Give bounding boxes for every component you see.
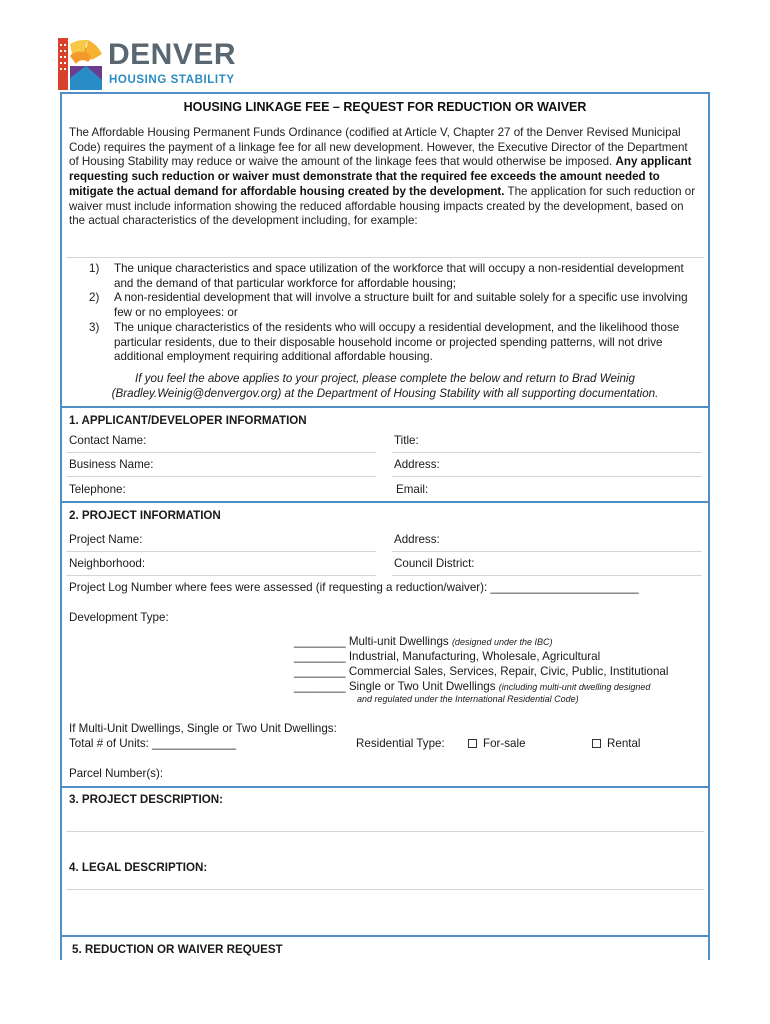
section-divider: [62, 501, 708, 503]
form-title: HOUSING LINKAGE FEE – REQUEST FOR REDUCTION OR WAIVER: [183, 100, 587, 114]
title-field[interactable]: [392, 452, 702, 453]
if-multi-unit-label: If Multi-Unit Dwellings, Single or Two Unit Dwellings:: [69, 722, 337, 735]
closing-line-2: (Bradley.Weinig@denvergov.org) at the Department of Housing Stability with all supporting documentation.: [111, 387, 659, 400]
list-item-number: 1): [89, 262, 100, 275]
for-sale-option[interactable]: [468, 737, 526, 750]
email-label: Email:: [396, 483, 429, 496]
dev-type-label: Commercial Sales, Services, Repair, Civic, Public, Institutional: [348, 665, 669, 678]
list-item: [69, 262, 704, 291]
section-divider: [62, 406, 708, 408]
section-5-heading: 5. REDUCTION OR WAIVER REQUEST: [72, 943, 283, 956]
project-log-number-label[interactable]: Project Log Number where fees were assessed (if requesting a reduction/waiver): _______________________: [69, 581, 639, 594]
total-units-label[interactable]: Total # of Units: _____________: [69, 737, 236, 750]
section-3-heading: 3. PROJECT DESCRIPTION:: [69, 793, 223, 806]
rental-label: Rental: [607, 737, 641, 750]
rental-checkbox[interactable]: [592, 739, 601, 748]
dev-type-label: Multi-unit Dwellings: [348, 635, 449, 648]
neighborhood-label: Neighborhood:: [69, 557, 146, 570]
project-address-field[interactable]: [392, 551, 702, 552]
section-divider: [62, 786, 708, 788]
closing-instructions: [62, 371, 708, 401]
list-item: [69, 291, 704, 320]
section-divider: [62, 935, 708, 937]
rental-option[interactable]: [592, 737, 641, 750]
dev-type-note: (including multi-unit dwelling designed: [498, 682, 651, 692]
dev-type-note-continued: and regulated under the International Residential Code): [357, 694, 579, 704]
divider: [66, 257, 704, 258]
project-name-label: Project Name:: [69, 533, 143, 546]
address-label: Address:: [394, 458, 440, 471]
denver-logo-mark-icon: [58, 36, 104, 92]
council-district-label: Council District:: [394, 557, 475, 570]
intro-bold-text: Any applicant requesting such reduction or waiver must demonstrate that the required fee exceeds the amount needed to mitigate the actual demand for affordable housing created by the development.: [69, 155, 692, 198]
dev-type-single-two-unit[interactable]: [294, 680, 650, 693]
list-item-number: 2): [89, 291, 100, 305]
for-sale-label: For-sale: [483, 737, 526, 750]
council-district-field[interactable]: [392, 575, 702, 576]
dev-type-blank[interactable]: ________: [294, 680, 346, 693]
title-label: Title:: [394, 434, 419, 447]
intro-tail-text: The application for such reduction or waiver must include information showing the reduced affordable housing impacts created by the development, based on the actual characteristics of the development including, for example:: [69, 184, 696, 228]
business-name-label: Business Name:: [69, 458, 154, 471]
section-4-heading: 4. LEGAL DESCRIPTION:: [69, 861, 208, 874]
for-sale-checkbox[interactable]: [468, 739, 477, 748]
dev-type-multi-unit[interactable]: [294, 635, 553, 648]
address-field[interactable]: [392, 476, 702, 477]
request-form: [60, 92, 710, 960]
contact-name-field[interactable]: [66, 452, 376, 453]
telephone-label: Telephone:: [69, 483, 126, 496]
list-item-text: The unique characteristics and space utilization of the workforce that will occupy a non-residential development and the demand of that particular workforce for affordable housing;: [114, 262, 684, 290]
dev-type-blank[interactable]: ________: [294, 650, 346, 663]
legal-description-field[interactable]: [66, 889, 704, 890]
business-name-field[interactable]: [66, 476, 376, 477]
dev-type-blank[interactable]: ________: [294, 635, 346, 648]
list-item-number: 3): [89, 320, 100, 334]
section-1-heading: 1. APPLICANT/DEVELOPER INFORMATION: [69, 414, 307, 427]
project-address-label: Address:: [394, 533, 440, 546]
examples-list: [69, 262, 704, 365]
dev-type-blank[interactable]: ________: [294, 665, 346, 678]
development-type-label: Development Type:: [69, 611, 169, 624]
parcel-numbers-label: Parcel Number(s):: [69, 767, 164, 780]
list-item-text: The unique characteristics of the residents who will occupy a residential development, and the likelihood those particular residents, due to their disposable household income or projected spending patterns, will not drive additional employment requiring additional affordable housing.: [114, 320, 680, 364]
dev-type-label: Single or Two Unit Dwellings: [348, 680, 496, 693]
contact-name-label: Contact Name:: [69, 434, 147, 447]
project-description-field[interactable]: [66, 831, 704, 832]
dev-type-industrial[interactable]: [294, 650, 600, 663]
intro-paragraph: [69, 126, 699, 229]
section-2-heading: 2. PROJECT INFORMATION: [69, 509, 221, 522]
project-name-field[interactable]: [66, 551, 376, 552]
dev-type-note: (designed under the IBC): [451, 637, 553, 647]
list-item: [69, 321, 704, 365]
intro-text: The Affordable Housing Permanent Funds Ordinance (codified at Article V, Chapter 27 of the Denver Revised Municipal Code) requires the payment of a linkage fee for all new development. However, the Executive Director of the Department of Housing Stability may reduce or waive the amount of the linkage fees that would otherwise be imposed.: [69, 126, 688, 169]
logo-subtitle: HOUSING STABILITY: [109, 74, 235, 86]
denver-housing-stability-logo: [58, 36, 258, 92]
neighborhood-field[interactable]: [66, 575, 376, 576]
closing-line-1: If you feel the above applies to your project, please complete the below and return to Brad Weinig: [135, 372, 635, 385]
dev-type-label: Industrial, Manufacturing, Wholesale, Agricultural: [348, 650, 601, 663]
dev-type-commercial[interactable]: [294, 665, 668, 678]
logo-wordmark: DENVER: [108, 38, 237, 71]
list-item-text: A non-residential development that will involve a structure built for and suitable solely for a specific use involving few or no employees: or: [114, 291, 688, 320]
residential-type-label: Residential Type:: [356, 737, 445, 750]
